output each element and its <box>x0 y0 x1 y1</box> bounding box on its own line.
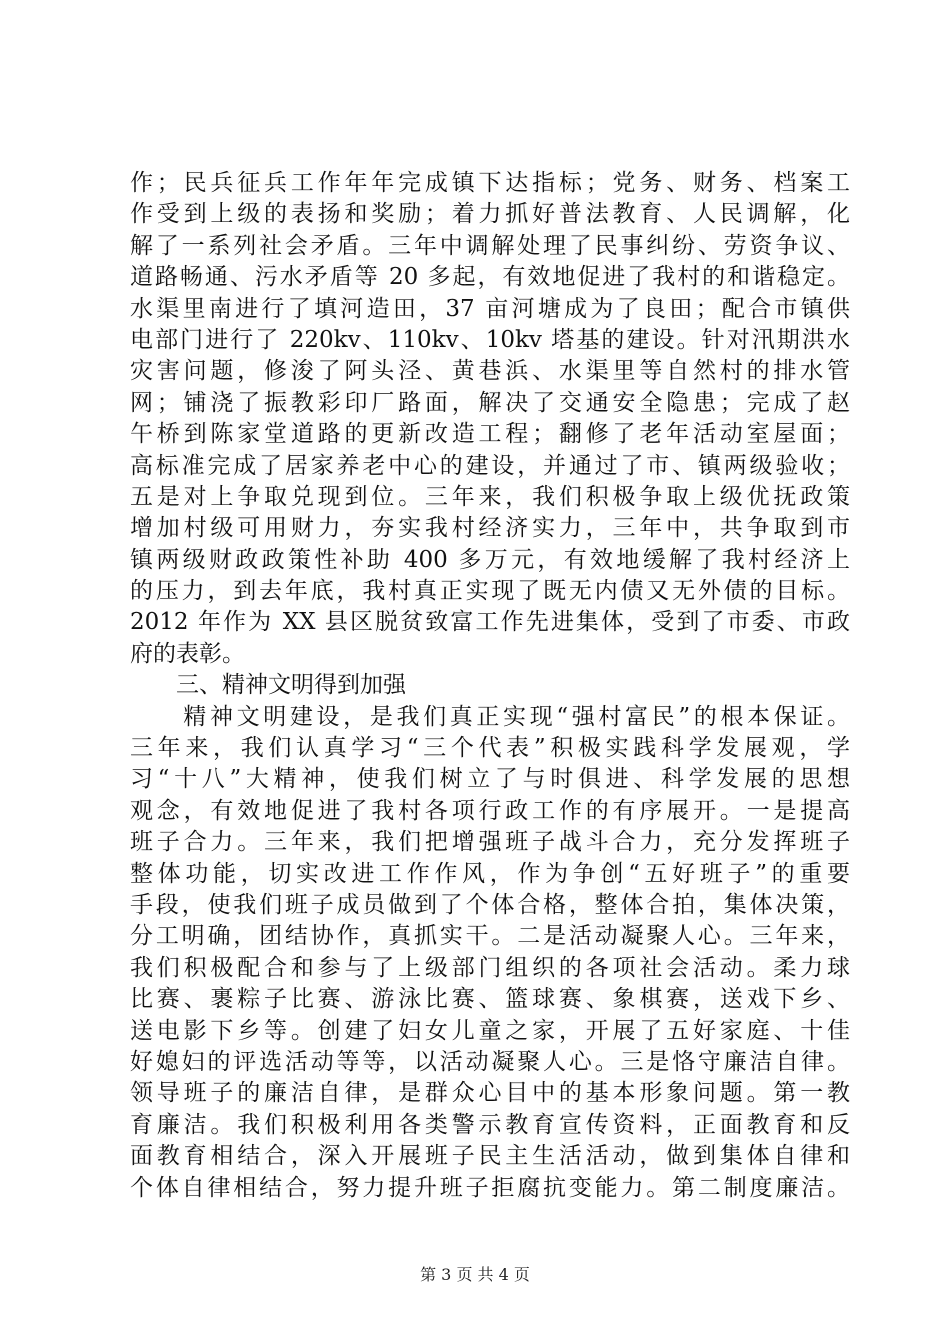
text-line: 我们积极配合和参与了上级部门组织的各项社会活动。柔力球 <box>130 954 850 981</box>
text-line: 分工明确，团结协作，真抓实干。二是活动凝聚人心。三年来， <box>130 923 850 950</box>
text-line: 灾害问题，修浚了阿头泾、黄巷浜、水渠里等自然村的排水管 <box>130 358 850 385</box>
page-number-label: 第 3 页 共 4 页 <box>420 1265 530 1284</box>
text-line: 高标准完成了居家养老中心的建设，并通过了市、镇两级验收； <box>130 452 850 479</box>
text-line: 电部门进行了 220kv、110kv、10kv 塔基的建设。针对汛期洪水 <box>130 326 850 353</box>
text-line: 网；铺浇了振教彩印厂路面，解决了交通安全隐患；完成了赵 <box>130 389 850 416</box>
document-body <box>130 168 850 1204</box>
text-line: 三年来，我们认真学习“三个代表”积极实践科学发展观，学 <box>130 735 850 762</box>
text-line: 育廉洁。我们积极利用各类警示教育宣传资料，正面教育和反 <box>130 1111 850 1138</box>
text-line: 领导班子的廉洁自律，是群众心目中的基本形象问题。第一教 <box>130 1080 850 1107</box>
text-line: 三、精神文明得到加强 <box>130 672 406 699</box>
text-line: 面教育相结合，深入开展班子民主生活活动，做到集体自律和 <box>130 1143 850 1170</box>
text-line: 午桥到陈家堂道路的更新改造工程；翻修了老年活动室屋面； <box>130 421 850 448</box>
text-line: 比赛、裹粽子比赛、游泳比赛、篮球赛、象棋赛，送戏下乡、 <box>130 986 850 1013</box>
text-line: 整体功能，切实改进工作作风，作为争创“五好班子”的重要 <box>130 860 850 887</box>
text-line: 增加村级可用财力，夯实我村经济实力，三年中，共争取到市 <box>130 515 850 542</box>
text-line: 镇两级财政政策性补助 400 多万元，有效地缓解了我村经济上 <box>130 546 850 573</box>
text-line: 水渠里南进行了填河造田，37 亩河塘成为了良田；配合市镇供 <box>130 295 850 322</box>
text-line: 作受到上级的表扬和奖励；着力抓好普法教育、人民调解，化 <box>130 201 850 228</box>
text-line: 精神文明建设，是我们真正实现“强村富民”的根本保证。 <box>130 703 850 730</box>
text-line: 五是对上争取兑现到位。三年来，我们积极争取上级优抚政策 <box>130 483 850 510</box>
text-line: 解了一系列社会矛盾。三年中调解处理了民事纠纷、劳资争议、 <box>130 232 850 259</box>
text-line: 观念，有效地促进了我村各项行政工作的有序展开。一是提高 <box>130 797 850 824</box>
text-line: 道路畅通、污水矛盾等 20 多起，有效地促进了我村的和谐稳定。 <box>130 264 850 291</box>
text-line: 作；民兵征兵工作年年完成镇下达指标；党务、财务、档案工 <box>130 170 850 196</box>
page-footer <box>0 1262 950 1285</box>
text-line: 手段，使我们班子成员做到了个体合格，整体合拍，集体决策， <box>130 891 850 918</box>
text-line: 的压力，到去年底，我村真正实现了既无内债又无外债的目标。 <box>130 578 850 605</box>
text-line: 习“十八”大精神，使我们树立了与时俱进、科学发展的思想 <box>130 766 850 793</box>
text-line: 个体自律相结合，努力提升班子拒腐抗变能力。第二制度廉洁。 <box>130 1174 850 1201</box>
text-line: 府的表彰。 <box>130 640 245 667</box>
text-line: 2012 年作为 XX 县区脱贫致富工作先进集体，受到了市委、市政 <box>130 609 850 636</box>
text-line: 班子合力。三年来，我们把增强班子战斗合力，充分发挥班子 <box>130 829 850 856</box>
text-line: 送电影下乡等。创建了妇女儿童之家，开展了五好家庭、十佳 <box>130 1017 850 1044</box>
text-line: 好媳妇的评选活动等等，以活动凝聚人心。三是恪守廉洁自律。 <box>130 1048 850 1075</box>
